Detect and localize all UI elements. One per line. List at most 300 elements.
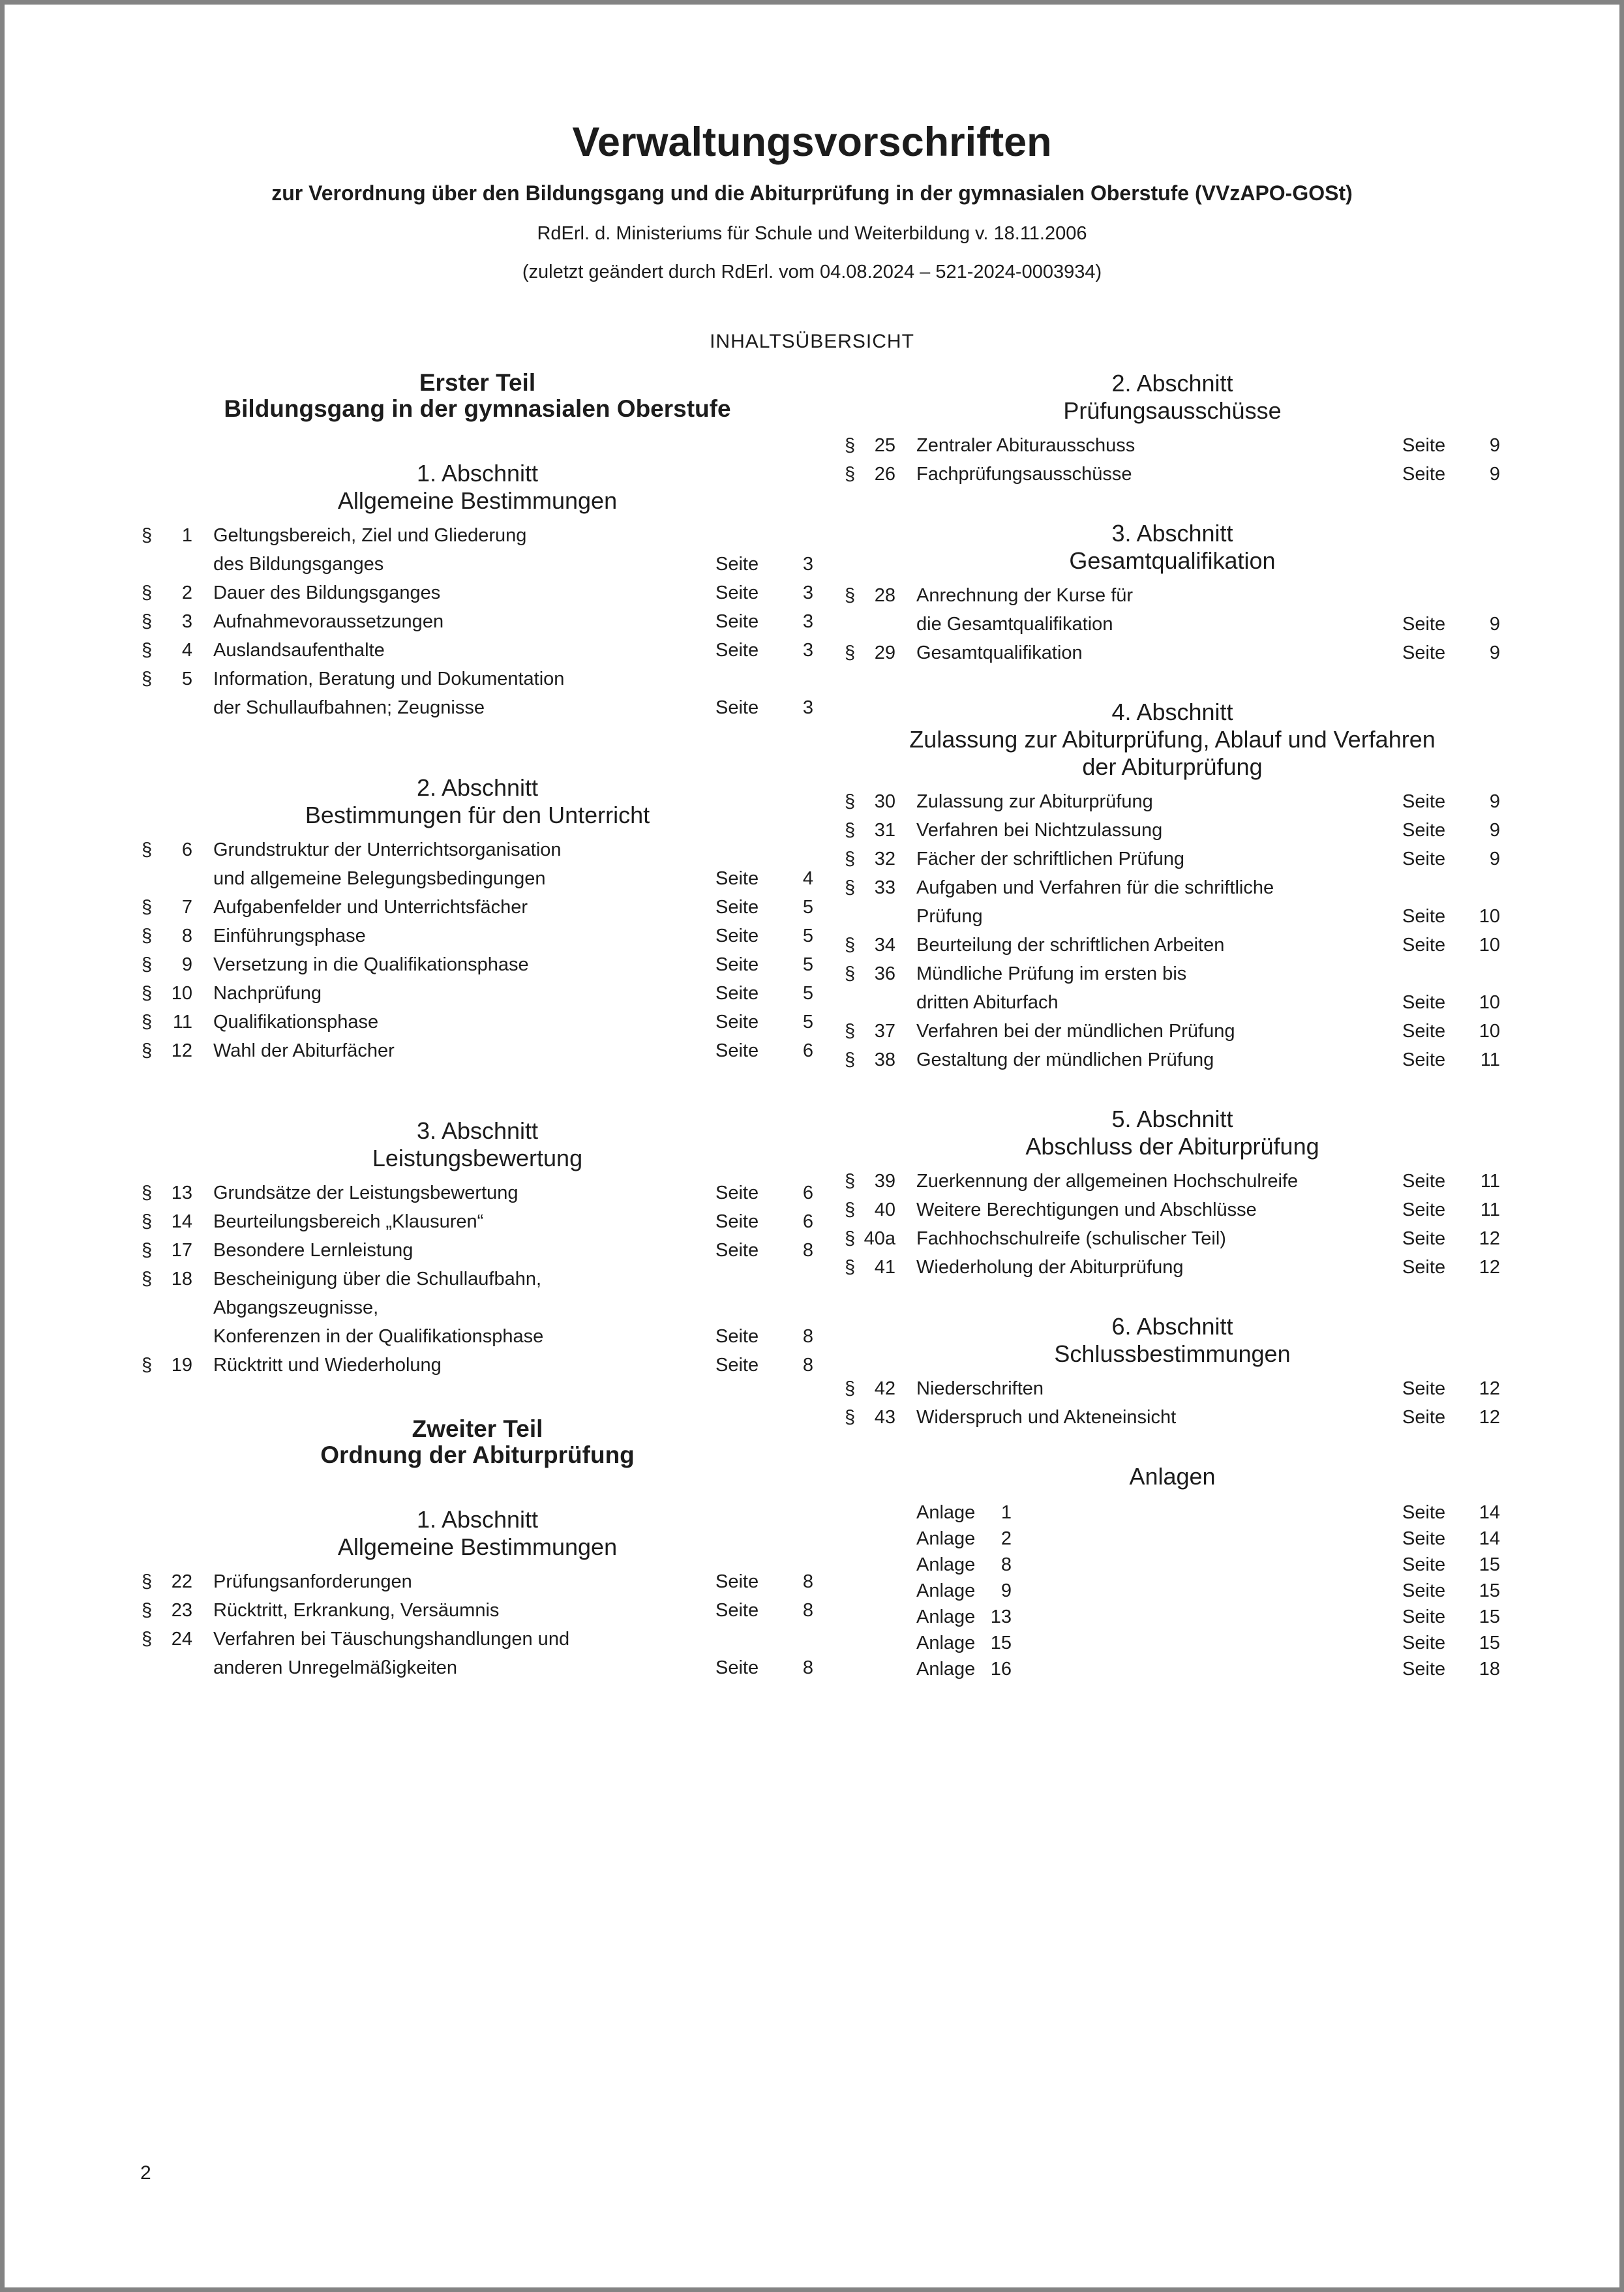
paragraph-number: 38 — [874, 1049, 895, 1070]
toc-entry — [142, 665, 813, 722]
section-sign: § — [142, 1571, 153, 1592]
paragraph-number: 42 — [874, 1378, 895, 1399]
annex-row — [845, 1604, 1500, 1630]
entry-title-line: Verfahren bei Täuschungshandlungen und — [213, 1629, 570, 1650]
page-ref-label: Seite — [715, 1326, 759, 1347]
page-ref-label: Seite — [1402, 435, 1446, 456]
section-sign: § — [845, 877, 856, 898]
entry-title — [213, 836, 715, 893]
paragraph-ref — [142, 836, 192, 864]
entry-title-line: Beurteilung der schriftlichen Arbeiten — [916, 935, 1225, 956]
toc-entry — [845, 1017, 1500, 1046]
entry-title — [916, 1167, 1402, 1196]
paragraph-ref — [142, 579, 192, 607]
entry-title — [916, 1604, 1402, 1630]
page-ref-number: 15 — [1479, 1606, 1500, 1627]
page-ref-label: Seite — [1402, 1580, 1446, 1601]
page-ref-number: 14 — [1479, 1502, 1500, 1523]
paragraph-number: 37 — [874, 1021, 895, 1042]
page-ref-number: 5 — [802, 926, 813, 946]
toc-columns — [5, 370, 1619, 1682]
page-ref-label: Seite — [715, 1657, 759, 1678]
toc-part-block — [142, 370, 813, 422]
section-sign: § — [845, 1257, 856, 1278]
page-ref-number: 12 — [1479, 1257, 1500, 1278]
page-ref — [1402, 1167, 1500, 1196]
toc-entry — [142, 950, 813, 979]
entry-title-line: Widerspruch und Akteneinsicht — [916, 1407, 1177, 1428]
paragraph-number: 12 — [171, 1040, 192, 1061]
page-ref — [715, 1653, 813, 1682]
entry-title — [213, 1567, 715, 1596]
entry-title — [916, 1500, 1402, 1526]
page-ref-number: 3 — [802, 554, 813, 575]
paragraph-ref — [142, 1265, 192, 1293]
toc-entries — [845, 1500, 1500, 1682]
entry-title-line: Grundstruktur der Unterrichtsorganisation — [213, 839, 562, 860]
page-ref — [1402, 816, 1500, 845]
annex-word: Anlage — [916, 1580, 976, 1601]
page-ref-label: Seite — [715, 1600, 759, 1621]
toc-section-block — [845, 699, 1500, 1074]
toc-entry — [845, 845, 1500, 873]
paragraph-number: 23 — [171, 1600, 192, 1621]
page-ref-number: 8 — [802, 1326, 813, 1347]
entry-title — [916, 931, 1402, 959]
amendment-line: (zuletzt geändert durch RdErl. vom 04.08.2024 – 521-2024-0003934) — [522, 262, 1102, 282]
annex-label — [916, 1630, 1012, 1656]
toc-entry — [142, 1236, 813, 1265]
section-sign: § — [845, 849, 856, 869]
section-title-line: 6. Abschnitt — [1111, 1313, 1233, 1340]
page-ref-label: Seite — [715, 640, 759, 661]
section-sign: § — [142, 1355, 153, 1376]
section-sign: § — [845, 1407, 856, 1428]
toc-entry — [845, 787, 1500, 816]
page-ref — [1402, 845, 1500, 873]
toc-entry — [142, 607, 813, 636]
page-ref — [715, 1036, 813, 1065]
paragraph-ref — [142, 1008, 192, 1036]
page-ref-number: 3 — [802, 640, 813, 661]
paragraph-number: 32 — [874, 849, 895, 869]
section-sign: § — [845, 435, 856, 456]
footer-page-number: 2 — [140, 2162, 151, 2184]
page-ref-number: 9 — [1489, 820, 1500, 841]
page-ref-number: 9 — [1489, 642, 1500, 663]
page-ref-number: 10 — [1479, 1021, 1500, 1042]
entry-title — [916, 816, 1402, 845]
page-ref-number: 8 — [802, 1657, 813, 1678]
page-ref-number: 3 — [802, 697, 813, 718]
page-ref-number: 11 — [1480, 1199, 1500, 1220]
page-ref-label: Seite — [715, 554, 759, 575]
section-sign: § — [142, 897, 153, 918]
paragraph-number: 41 — [874, 1257, 895, 1278]
annex-number: 1 — [1000, 1502, 1012, 1523]
page-ref-number: 8 — [802, 1355, 813, 1376]
annex-number: 13 — [990, 1606, 1012, 1627]
paragraph-ref — [845, 1167, 895, 1196]
paragraph-number: 17 — [171, 1240, 192, 1261]
page-ref — [1402, 787, 1500, 816]
entry-title-line: Aufnahmevoraussetzungen — [213, 611, 444, 632]
annex-number: 9 — [1000, 1580, 1012, 1601]
page-ref — [1402, 610, 1500, 639]
entry-title-line: Bescheinigung über die Schullaufbahn, — [213, 1269, 542, 1289]
page-ref — [1402, 1046, 1500, 1074]
page-ref-label: Seite — [1402, 1021, 1446, 1042]
page-ref — [1402, 1374, 1500, 1403]
page-ref-label: Seite — [715, 1012, 759, 1033]
page-ref-number: 11 — [1480, 1049, 1500, 1070]
paragraph-number: 6 — [181, 839, 192, 860]
paragraph-number: 28 — [874, 585, 895, 606]
page-ref-label: Seite — [1402, 614, 1446, 635]
page-ref-label: Seite — [1402, 1528, 1446, 1549]
page-ref-number: 3 — [802, 611, 813, 632]
entry-title — [916, 1253, 1402, 1282]
entry-title-line: des Bildungsganges — [213, 554, 384, 575]
entry-title-line: Zentraler Abiturausschuss — [916, 435, 1135, 456]
toc-entry — [142, 836, 813, 893]
toc-annex-block — [845, 1463, 1500, 1682]
page-ref — [715, 950, 813, 979]
entry-title — [213, 636, 715, 665]
toc-entry — [142, 1596, 813, 1625]
entry-title-line: Grundsätze der Leistungsbewertung — [213, 1183, 519, 1203]
section-title-line: 5. Abschnitt — [1111, 1106, 1233, 1132]
entry-title — [916, 959, 1402, 1017]
entry-title — [916, 1578, 1402, 1604]
page-ref-label: Seite — [1402, 1502, 1446, 1523]
entry-title — [213, 922, 715, 950]
toc-entry — [845, 1196, 1500, 1224]
paragraph-ref — [142, 636, 192, 665]
page-ref — [1402, 460, 1500, 489]
paragraph-ref — [845, 816, 895, 845]
page-ref-number: 10 — [1479, 935, 1500, 956]
section-sign: § — [845, 1199, 856, 1220]
page-ref — [1402, 639, 1500, 667]
entry-title-line: Prüfung — [916, 906, 983, 927]
page-ref-number: 14 — [1479, 1528, 1500, 1549]
annex-label — [916, 1656, 1012, 1682]
page-ref-label: Seite — [715, 897, 759, 918]
page-ref — [715, 1236, 813, 1265]
entry-title-line: Fachhochschulreife (schulischer Teil) — [916, 1228, 1226, 1249]
entry-title-line: Wahl der Abiturfächer — [213, 1040, 395, 1061]
paragraph-ref — [142, 1036, 192, 1065]
paragraph-number: 18 — [171, 1269, 192, 1289]
section-title-line: Leistungsbewertung — [372, 1145, 583, 1171]
page-ref-label: Seite — [1402, 1199, 1446, 1220]
entry-title — [916, 639, 1402, 667]
entry-title — [213, 1625, 715, 1682]
part-title-line: Zweiter Teil — [412, 1415, 543, 1442]
section-title-line: Gesamtqualifikation — [1069, 547, 1276, 574]
page-ref — [1402, 1253, 1500, 1282]
paragraph-ref — [845, 1374, 895, 1403]
toc-entries — [142, 521, 813, 722]
section-title-line: 2. Abschnitt — [1111, 370, 1233, 397]
page-ref-label: Seite — [1402, 1049, 1446, 1070]
paragraph-ref — [845, 1046, 895, 1074]
toc-entry — [142, 579, 813, 607]
entry-title-line: Qualifikationsphase — [213, 1012, 379, 1033]
entry-title — [213, 665, 715, 722]
entry-title-line: Verfahren bei der mündlichen Prüfung — [916, 1021, 1235, 1042]
entry-title-line: und allgemeine Belegungsbedingungen — [213, 868, 546, 889]
entry-title-line: Prüfungsanforderungen — [213, 1571, 412, 1592]
page-ref-number: 3 — [802, 582, 813, 603]
page-ref-number: 10 — [1479, 906, 1500, 927]
page-ref-label: Seite — [1402, 849, 1446, 869]
paragraph-ref — [845, 1253, 895, 1282]
page-ref-label: Seite — [715, 1040, 759, 1061]
toc-entry — [142, 922, 813, 950]
page-ref-label: Seite — [1402, 642, 1446, 663]
annex-row — [845, 1630, 1500, 1656]
section-title-line: Anlagen — [1129, 1463, 1216, 1490]
section-sign: § — [142, 983, 153, 1004]
section-title-line: Allgemeine Bestimmungen — [337, 487, 618, 514]
toc-entries — [845, 581, 1500, 667]
toc-entry — [845, 873, 1500, 931]
entry-title-line: Niederschriften — [916, 1378, 1044, 1399]
page-ref — [1402, 988, 1500, 1017]
page-ref-number: 9 — [1489, 849, 1500, 869]
entry-title — [916, 1224, 1402, 1253]
toc-entry — [845, 1403, 1500, 1432]
paragraph-ref — [142, 893, 192, 922]
page-ref — [715, 636, 813, 665]
entry-title — [916, 873, 1402, 931]
page-ref-number: 6 — [802, 1211, 813, 1232]
toc-entry — [142, 1265, 813, 1351]
section-sign: § — [142, 1211, 153, 1232]
page-ref-label: Seite — [715, 868, 759, 889]
entry-title — [213, 1351, 715, 1380]
page-ref-label: Seite — [715, 926, 759, 946]
entry-title — [916, 581, 1402, 639]
page-ref-label: Seite — [715, 582, 759, 603]
annex-word: Anlage — [916, 1528, 976, 1549]
section-sign: § — [142, 1040, 153, 1061]
entry-title — [916, 1656, 1402, 1682]
page-ref-number: 12 — [1479, 1378, 1500, 1399]
paragraph-ref — [845, 845, 895, 873]
entry-title — [213, 521, 715, 579]
entry-title — [213, 893, 715, 922]
toc-entries — [845, 1374, 1500, 1432]
paragraph-ref — [142, 1207, 192, 1236]
section-sign: § — [142, 839, 153, 860]
page-ref-number: 8 — [802, 1240, 813, 1261]
section-title-line: 2. Abschnitt — [416, 774, 539, 801]
entry-title — [916, 1017, 1402, 1046]
page-ref — [715, 1179, 813, 1207]
entry-title-line: Aufgaben und Verfahren für die schriftliche — [916, 877, 1274, 898]
paragraph-number: 29 — [874, 642, 895, 663]
page-ref — [1402, 431, 1500, 460]
entry-title-line: Zulassung zur Abiturprüfung — [916, 791, 1153, 812]
page-ref-label: Seite — [1402, 906, 1446, 927]
page-ref — [1402, 1017, 1500, 1046]
section-sign: § — [845, 1378, 856, 1399]
entry-title — [916, 1630, 1402, 1656]
page-title: Verwaltungsvorschriften — [572, 119, 1052, 165]
page-ref — [715, 1567, 813, 1596]
paragraph-number: 36 — [874, 963, 895, 984]
toc-entry — [845, 931, 1500, 959]
paragraph-ref — [845, 460, 895, 489]
part-title-line: Ordnung der Abiturprüfung — [320, 1441, 635, 1468]
toc-section-block — [845, 1106, 1500, 1282]
page-ref-number: 6 — [802, 1040, 813, 1061]
page-ref-number: 6 — [802, 1183, 813, 1203]
section-title-line: 1. Abschnitt — [416, 1506, 539, 1533]
page-ref-number: 8 — [802, 1600, 813, 1621]
paragraph-ref — [845, 787, 895, 816]
page-ref — [715, 579, 813, 607]
section-title-line: 4. Abschnitt — [1111, 699, 1233, 725]
decree-line: RdErl. d. Ministeriums für Schule und Weiterbildung v. 18.11.2006 — [537, 223, 1087, 244]
paragraph-ref — [845, 1403, 895, 1432]
entry-title — [916, 1526, 1402, 1552]
toc-entries — [142, 1567, 813, 1682]
entry-title-line: Einführungsphase — [213, 926, 366, 946]
toc-entry — [845, 816, 1500, 845]
page-ref-label: Seite — [1402, 1606, 1446, 1627]
annex-row — [845, 1578, 1500, 1604]
entry-title-line: Geltungsbereich, Ziel und Gliederung — [213, 525, 527, 546]
paragraph-number: 2 — [181, 582, 192, 603]
page-ref-number: 15 — [1479, 1580, 1500, 1601]
section-sign: § — [142, 926, 153, 946]
paragraph-ref — [142, 1567, 192, 1596]
page-ref — [715, 979, 813, 1008]
entry-title-line: Verfahren bei Nichtzulassung — [916, 820, 1163, 841]
section-title-line: 3. Abschnitt — [416, 1117, 539, 1144]
page-ref — [1402, 1552, 1500, 1578]
toc-entry — [142, 521, 813, 579]
toc-entry — [845, 959, 1500, 1017]
paragraph-number: 34 — [874, 935, 895, 956]
page-ref-label: Seite — [715, 1571, 759, 1592]
paragraph-ref — [142, 665, 192, 693]
paragraph-number: 39 — [874, 1171, 895, 1192]
entry-title — [916, 1374, 1402, 1403]
paragraph-ref — [845, 959, 895, 988]
toc-entry — [845, 431, 1500, 460]
toc-section-block — [142, 1117, 813, 1380]
section-sign: § — [142, 611, 153, 632]
section-title-line: Schlussbestimmungen — [1054, 1340, 1291, 1367]
entry-title — [213, 579, 715, 607]
page-ref-label: Seite — [715, 954, 759, 975]
page-ref-label: Seite — [1402, 1407, 1446, 1428]
page-ref — [715, 1322, 813, 1351]
toc-entries — [845, 787, 1500, 1074]
page-ref — [715, 1008, 813, 1036]
annex-row — [845, 1526, 1500, 1552]
section-title-line: Bestimmungen für den Unterricht — [305, 802, 650, 828]
toc-entry — [845, 639, 1500, 667]
entry-title-line: Auslandsaufenthalte — [213, 640, 385, 661]
page-ref — [715, 893, 813, 922]
section-title-line: der Abiturprüfung — [1082, 753, 1263, 780]
section-sign: § — [142, 1269, 153, 1289]
paragraph-number: 25 — [874, 435, 895, 456]
page-ref — [715, 922, 813, 950]
annex-label — [916, 1604, 1012, 1630]
paragraph-ref — [142, 1625, 192, 1653]
paragraph-number: 10 — [171, 983, 192, 1004]
entry-title — [916, 431, 1402, 460]
page-ref — [715, 864, 813, 893]
toc-entry — [845, 1224, 1500, 1253]
page-ref-label: Seite — [715, 1355, 759, 1376]
page-ref-label: Seite — [1402, 1378, 1446, 1399]
toc-entries — [142, 1179, 813, 1380]
entry-title-line: Information, Beratung und Dokumentation — [213, 669, 565, 689]
annex-row — [845, 1500, 1500, 1526]
toc-section-block — [142, 774, 813, 1065]
page-ref-number: 9 — [1489, 464, 1500, 485]
page-ref-number: 5 — [802, 954, 813, 975]
entry-title-line: Fachprüfungsausschüsse — [916, 464, 1132, 485]
page-ref-label: Seite — [1402, 820, 1446, 841]
toc-entry — [142, 1179, 813, 1207]
page-ref — [1402, 1224, 1500, 1253]
page-ref-label: Seite — [1402, 1659, 1446, 1680]
page-ref-label: Seite — [1402, 1228, 1446, 1249]
toc-entry — [845, 1167, 1500, 1196]
annex-row — [845, 1552, 1500, 1578]
page-ref — [715, 1351, 813, 1380]
page-ref-number: 18 — [1479, 1659, 1500, 1680]
entry-title-line: Wiederholung der Abiturprüfung — [916, 1257, 1184, 1278]
entry-title — [916, 845, 1402, 873]
annex-word: Anlage — [916, 1633, 976, 1653]
page-ref-number: 12 — [1479, 1407, 1500, 1428]
toc-section-block — [845, 520, 1500, 667]
paragraph-ref — [142, 521, 192, 550]
paragraph-number: 4 — [181, 640, 192, 661]
page-ref — [1402, 1196, 1500, 1224]
paragraph-number: 22 — [171, 1571, 192, 1592]
paragraph-ref — [845, 931, 895, 959]
page-ref-label: Seite — [1402, 464, 1446, 485]
entry-title-line: der Schullaufbahnen; Zeugnisse — [213, 697, 485, 718]
entry-title — [213, 607, 715, 636]
section-sign: § — [845, 963, 856, 984]
annex-label — [916, 1526, 1012, 1552]
page-ref — [715, 607, 813, 636]
paragraph-ref — [845, 1196, 895, 1224]
page-ref — [1402, 1403, 1500, 1432]
toc-section-block — [845, 1313, 1500, 1432]
section-sign: § — [142, 1012, 153, 1033]
paragraph-ref — [142, 1596, 192, 1625]
page-ref-number: 9 — [1489, 614, 1500, 635]
paragraph-number: 13 — [171, 1183, 192, 1203]
entry-title-line: Aufgabenfelder und Unterrichtsfächer — [213, 897, 528, 918]
section-sign: § — [142, 1183, 153, 1203]
annex-label — [916, 1578, 1012, 1604]
paragraph-number: 40a — [864, 1228, 895, 1249]
